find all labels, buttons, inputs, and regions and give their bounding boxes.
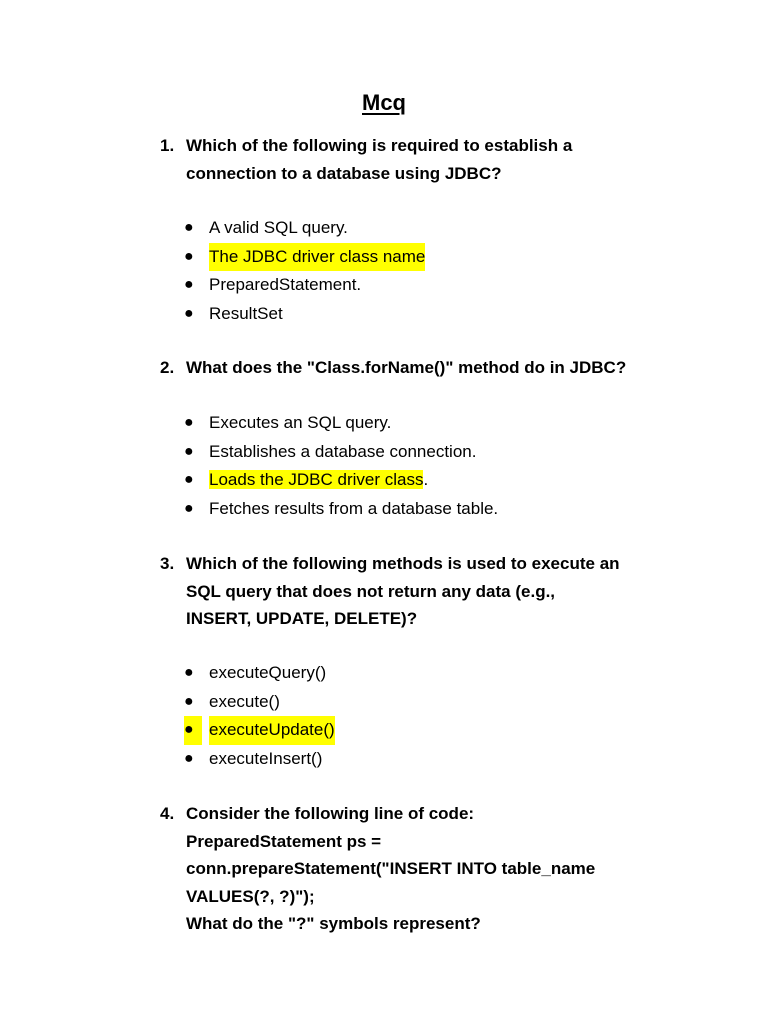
question-line: INSERT, UPDATE, DELETE)?: [186, 609, 418, 628]
option-text-highlighted: Loads the JDBC driver class: [209, 470, 424, 489]
question-text: [186, 354, 686, 382]
option-item-highlighted: [184, 243, 664, 272]
bullet-icon: ●: [184, 414, 194, 431]
question-line: What do the "?" symbols represent?: [186, 914, 481, 933]
option-item: [184, 495, 664, 524]
bullet-icon: ●: [184, 692, 194, 710]
question-line: conn.prepareStatement("INSERT INTO table_name: [186, 859, 596, 878]
option-item: [184, 409, 664, 438]
option-text: Establishes a database connection.: [209, 441, 477, 461]
bullet-icon: ●: [184, 716, 202, 745]
option-text: executeQuery(): [209, 663, 327, 682]
option-text-suffix: .: [423, 470, 429, 489]
bullet-icon: ●: [184, 664, 194, 681]
option-text: ResultSet: [209, 303, 283, 323]
bullet-icon: ●: [184, 442, 194, 460]
question-2-options: [184, 409, 664, 523]
option-item: [184, 745, 664, 774]
question-line: VALUES(?, ?)");: [186, 886, 315, 906]
option-text: PreparedStatement.: [209, 275, 362, 294]
option-text: Executes an SQL query.: [209, 413, 392, 432]
question-3-options: [184, 659, 664, 773]
option-text: Fetches results from a database table.: [209, 498, 499, 518]
question-text: [186, 800, 686, 938]
bullet-icon: ●: [184, 247, 194, 265]
option-text-wrapper: [209, 466, 428, 495]
question-line: SQL query that does not return any data (e.g.,: [186, 581, 556, 601]
bullet-icon: ●: [184, 304, 194, 322]
option-text: execute(): [209, 691, 280, 711]
question-number: 4.: [160, 804, 175, 823]
question-line: connection to a database using JDBC?: [186, 163, 502, 183]
bullet-icon: ●: [184, 219, 194, 236]
bullet-icon: ●: [184, 499, 194, 517]
question-line: What does the "Class.forName()" method do in JDBC?: [186, 358, 627, 377]
option-item-highlighted: [184, 466, 664, 495]
question-1-options: [184, 214, 664, 328]
question-text: [186, 132, 686, 187]
option-text-highlighted: The JDBC driver class name: [209, 243, 425, 272]
page-title: Mcq: [362, 90, 406, 115]
option-item: [184, 300, 664, 329]
question-number: 1.: [160, 136, 175, 155]
option-text: A valid SQL query.: [209, 218, 348, 237]
bullet-icon: ●: [184, 471, 194, 488]
question-number: 3.: [160, 554, 175, 573]
option-item: [184, 214, 664, 243]
bullet-icon: ●: [184, 749, 194, 767]
question-line: Consider the following line of code:: [186, 804, 475, 823]
option-item-highlighted: [184, 716, 664, 745]
question-number: 2.: [160, 358, 175, 377]
option-text: executeInsert(): [209, 748, 323, 768]
option-item: [184, 659, 664, 688]
question-text: [186, 550, 686, 633]
option-item: [184, 438, 664, 467]
option-item: [184, 688, 664, 717]
question-line: Which of the following is required to establish a: [186, 136, 573, 155]
question-line: PreparedStatement ps =: [186, 831, 382, 851]
question-line: Which of the following methods is used to execute an: [186, 554, 620, 573]
option-item: [184, 271, 664, 300]
option-text-highlighted: executeUpdate(): [209, 716, 335, 745]
bullet-icon: ●: [184, 276, 194, 293]
